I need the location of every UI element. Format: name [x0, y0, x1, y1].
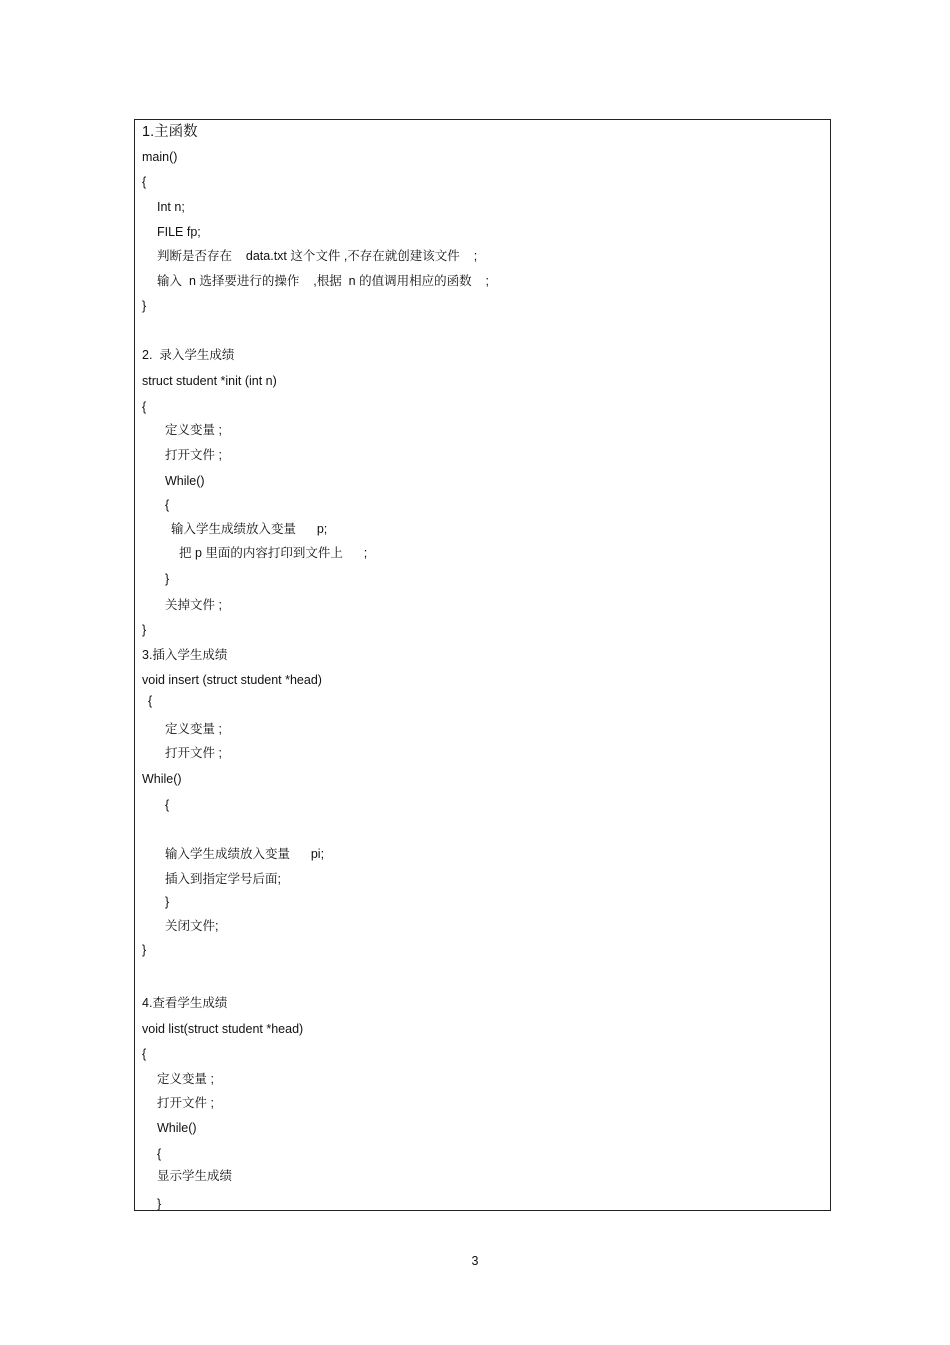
text-line: {: [142, 400, 147, 414]
text-line: {: [142, 1047, 147, 1061]
text-line: While(): [165, 474, 205, 488]
text-line: main(): [142, 150, 178, 164]
text-line: 定义变量 ;: [165, 423, 222, 437]
text-line: }: [142, 299, 147, 313]
text-line: 关掉文件 ;: [165, 598, 222, 612]
text-line: While(): [142, 772, 182, 786]
text-line: 3.插入学生成绩: [142, 648, 228, 662]
page-number: 3: [471, 1254, 479, 1268]
text-line: }: [165, 572, 170, 586]
text-line: 输入学生成绩放入变量 pi;: [165, 847, 325, 861]
text-line: 打开文件 ;: [165, 746, 222, 760]
text-line: FILE fp;: [157, 225, 201, 239]
text-line: 定义变量 ;: [165, 722, 222, 736]
text-line: While(): [157, 1121, 197, 1135]
text-line: 输入学生成绩放入变量 p;: [171, 522, 328, 536]
text-line: 2. 录入学生成绩: [142, 348, 235, 362]
text-line: void insert (struct student *head): [142, 673, 322, 687]
text-line: {: [165, 798, 170, 812]
text-line: 打开文件 ;: [165, 448, 222, 462]
text-line: struct student *init (int n): [142, 374, 277, 388]
text-line: 关闭文件;: [165, 919, 219, 933]
text-line: 把 p 里面的内容打印到文件上 ;: [179, 546, 368, 560]
text-line: {: [157, 1147, 162, 1161]
text-line: }: [165, 895, 170, 909]
content-box: [134, 119, 831, 1211]
text-line: {: [165, 498, 170, 512]
text-line: {: [148, 694, 153, 708]
text-line: }: [157, 1197, 162, 1211]
text-line: 显示学生成绩: [157, 1169, 233, 1183]
text-line: 4.查看学生成绩: [142, 996, 228, 1010]
text-line: void list(struct student *head): [142, 1022, 304, 1036]
text-line: 判断是否存在 data.txt 这个文件 ,不存在就创建该文件 ;: [157, 249, 478, 263]
text-line: 插入到指定学号后面;: [165, 872, 281, 886]
text-line: }: [142, 623, 147, 637]
text-line: 输入 n 选择要进行的操作 ,根据 n 的值调用相应的函数 ;: [157, 274, 489, 288]
text-line: 1.主函数: [142, 124, 198, 140]
text-line: {: [142, 175, 147, 189]
text-line: 打开文件 ;: [157, 1096, 214, 1110]
text-line: }: [142, 943, 147, 957]
text-line: Int n;: [157, 200, 185, 214]
text-line: 定义变量 ;: [157, 1072, 214, 1086]
